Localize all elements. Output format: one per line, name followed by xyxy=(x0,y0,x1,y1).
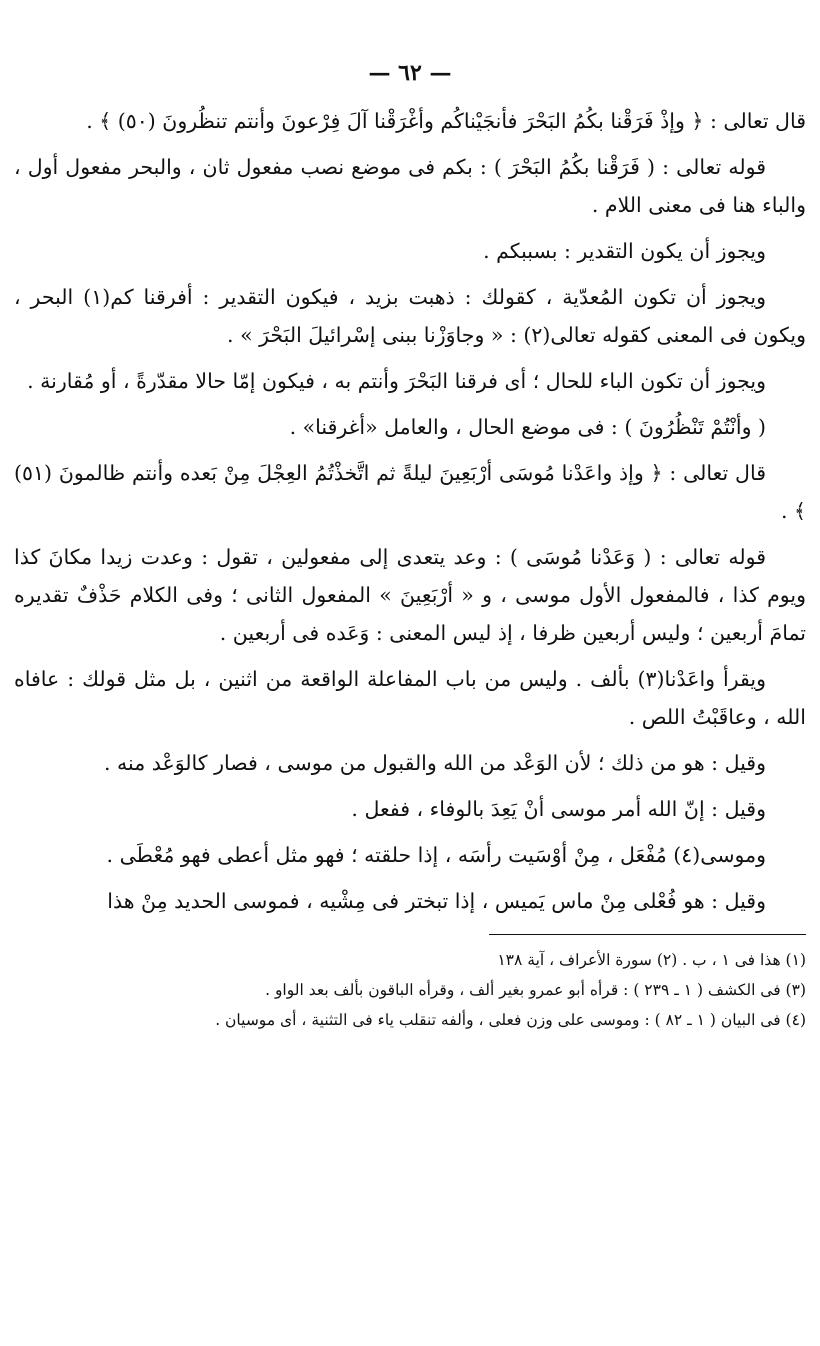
commentary-paragraph: وقيل : هو فُعْلى مِنْ ماس يَميس ، إذا تبختر فى مِشْيه ، فموسى الحديد مِنْ هذا xyxy=(107,889,766,913)
footnote: (٤) فى البيان ( ١ ـ ٨٢ ) : وموسى على وزن فعلى ، وألفه تنقلب ياء فى التثنية ، أى موسيان . xyxy=(215,1011,806,1029)
commentary-paragraph: وقيل : إنّ الله أمر موسى أنْ يَعِدَ بالوفاء ، ففعل . xyxy=(351,797,766,821)
footnote: (١) هذا فى ١ ، ب . (٢) سورة الأعراف ، آية ١٣٨ xyxy=(497,951,806,969)
commentary-paragraph: ويجوز أن يكون التقدير : بسببكم . xyxy=(483,239,766,263)
commentary-paragraph: ويقرأ واعَدْنا(٣) بألف . وليس من باب المفاعلة الواقعة من اثنين ، بل مثل قولك : عافاه الله ، وعاقَبْتُ اللص . xyxy=(14,667,806,729)
footnote-divider xyxy=(489,934,806,935)
commentary-paragraph: ويجوز أن تكون الباء للحال ؛ أى فرقنا البَحْرَ وأنتم به ، فيكون إمّا حالا مقدّرةً ، أو مُقارنة . xyxy=(27,369,766,393)
commentary-paragraph: ويجوز أن تكون المُعدّية ، كقولك : ذهبت بزيد ، فيكون التقدير : أفرقنا كم(١) البحر ، ويكون فى المعنى كقوله تعالى(٢) : « وجاوَزْنا ببنى إسْرائيلَ البَحْرَ » . xyxy=(14,285,806,347)
footnote: (٣) فى الكشف ( ١ ـ ٢٣٩ ) : قرأه أبو عمرو بغير ألف ، وقرأه الباقون بألف بعد الواو . xyxy=(265,981,806,999)
verse-50: قال تعالى : ﴿ وإذْ فَرَقْنا بكُمُ البَحْرَ فأنجَيْناكُم وأغْرَقْنا آلَ فِرْعونَ وأنتم تنظُرونَ (٥٠) ﴾ . xyxy=(86,109,806,133)
commentary-paragraph: ( وأنْتُمْ تَنْظُرُونَ ) : فى موضع الحال ، والعامل «أغرقنا» . xyxy=(289,415,766,439)
verse-51: قال تعالى : ﴿ وإذ واعَدْنا مُوسَى أرْبَعِينَ ليلةً ثم اتَّخذْتُمُ العِجْلَ مِنْ بَعده وأنتم ظالمونَ (٥١) ﴾ . xyxy=(14,461,806,523)
commentary-paragraph: وموسى(٤) مُفْعَل ، مِنْ أوْسَيت رأسَه ، إذا حلقته ؛ فهو مثل أعطى فهو مُعْطَى . xyxy=(106,843,766,867)
commentary-paragraph: وقيل : هو من ذلك ؛ لأن الوَعْد من الله والقبول من موسى ، فصار كالوَعْد منه . xyxy=(104,751,766,775)
main-text xyxy=(14,102,806,920)
page-number: — ٦٢ — xyxy=(368,60,452,86)
commentary-paragraph: قوله تعالى : ( فَرَقْنا بكُمُ البَحْرَ ) : بكم فى موضع نصب مفعول ثان ، والبحر مفعول أول ، والباء هنا فى معنى اللام . xyxy=(14,155,806,217)
commentary-paragraph: قوله تعالى : ( وَعَدْنا مُوسَى ) : وعد يتعدى إلى مفعولين ، تقول : وعدت زيدا مكانَ كذا ويوم كذا ، فالمفعول الأول موسى ، و « أرْبَعِينَ » المفعول الثانى ؛ وفى الكلام حَذْفٌ تقديره تمامَ أربعين ؛ وليس أربعين ظرفا ، إذ ليس المعنى : وَعَده فى أربعين . xyxy=(14,545,806,645)
footnotes xyxy=(14,945,806,1035)
